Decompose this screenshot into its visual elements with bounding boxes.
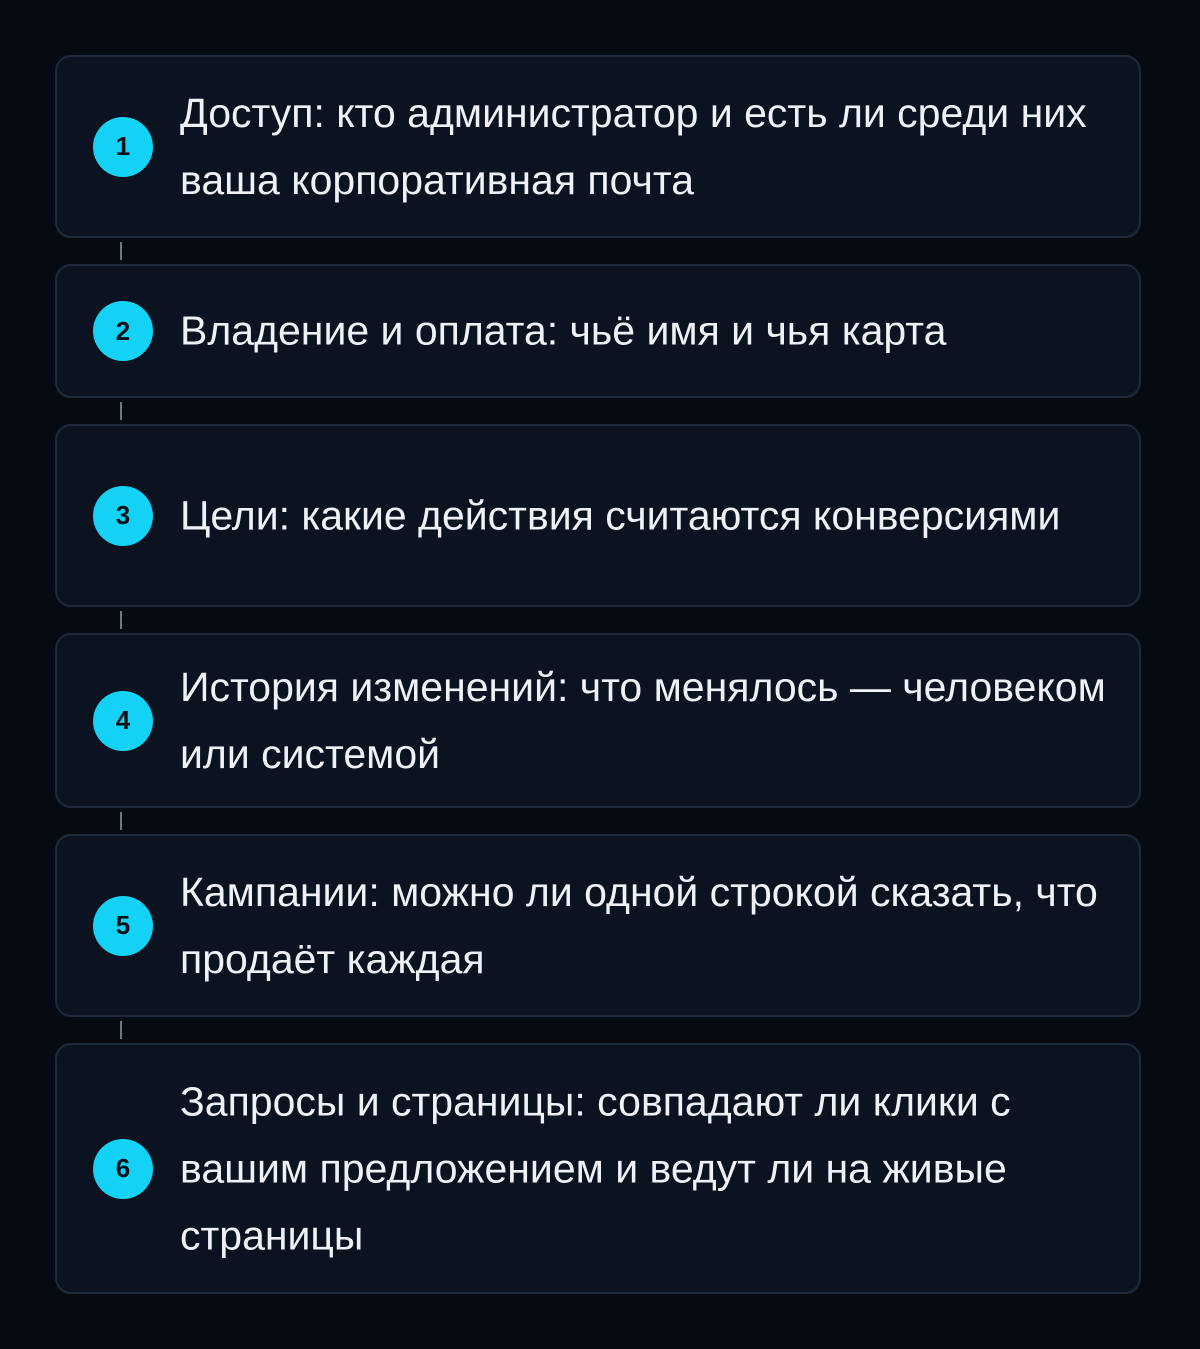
step-number-badge: 5	[93, 896, 153, 956]
step-text: Запросы и страницы: совпадают ли клики с вашим предложением и ведут ли на живые страницы	[180, 1078, 1011, 1258]
step-connector	[120, 242, 122, 260]
step-text: Владение и оплата: чьё имя и чья карта	[180, 307, 947, 354]
step-connector	[120, 812, 122, 830]
step-number-badge: 6	[93, 1139, 153, 1199]
step-card-1	[55, 55, 1141, 238]
step-card-4	[55, 633, 1141, 808]
step-card-5	[55, 834, 1141, 1017]
step-number-badge: 2	[93, 301, 153, 361]
step-card-3	[55, 424, 1141, 607]
step-connector	[120, 402, 122, 420]
step-connector	[120, 611, 122, 629]
step-number-badge: 4	[93, 691, 153, 751]
step-connector	[120, 1021, 122, 1039]
step-number-badge: 1	[93, 117, 153, 177]
step-card-2	[55, 264, 1141, 398]
step-text: Цели: какие действия считаются конверсиями	[180, 492, 1061, 538]
step-text: История изменений: что менялось — человеком или системой	[180, 663, 1106, 777]
step-card-6	[55, 1043, 1141, 1294]
step-text: Кампании: можно ли одной строкой сказать, что продаёт каждая	[180, 868, 1098, 982]
step-text: Доступ: кто администратор и есть ли среди них ваша корпоративная почта	[180, 89, 1087, 203]
step-number-badge: 3	[93, 486, 153, 546]
